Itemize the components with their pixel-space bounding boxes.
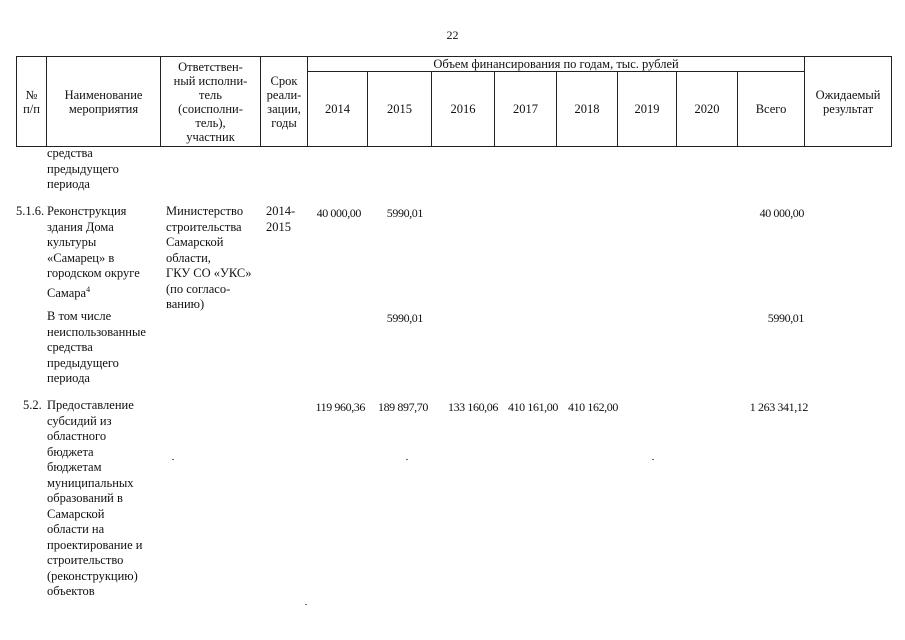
header-term: Срок реали- зации, годы (261, 57, 308, 147)
row-516-2015: 5990,01 (386, 206, 423, 220)
row-516-sub-2015: 5990,01 (386, 311, 423, 325)
table-header (16, 56, 892, 147)
row-52-2017: 410 161,00 (507, 400, 558, 414)
header-responsible: Ответствен- ный исполни- тель (соисполни- тель), участник (161, 57, 261, 147)
row-52-2016: 133 160,06 (447, 400, 498, 414)
row-516-num: 5.1.6. (16, 204, 45, 218)
row-516-2014: 40 000,00 (316, 206, 361, 220)
row-516-responsible: Министерство строительства Самарской области, ГКУ СО «УКС» (по согласо- ванию) (166, 204, 252, 311)
row-516-sub-total: 5990,01 (767, 311, 804, 325)
row-516-term: 2014- 2015 (266, 204, 296, 234)
header-year-2018: 2018 (557, 72, 618, 147)
scan-speck (652, 459, 654, 460)
scan-speck (305, 604, 307, 605)
header-result: Ожидаемый результат (805, 57, 892, 147)
carryover-name: средства предыдущего периода (47, 146, 119, 191)
row-52-2014: 119 960,36 (315, 400, 365, 414)
row-52-num: 5.2. (23, 398, 42, 412)
header-name: Наименование мероприятия (47, 57, 161, 147)
header-num: № п/п (17, 57, 47, 147)
header-year-2016: 2016 (432, 72, 495, 147)
header-funding-group: Объем финансирования по годам, тыс. рублей (308, 57, 805, 72)
row-516-name: Реконструкция здания Дома культуры «Самарец» в городском округе Самара$^4$ (47, 204, 140, 300)
footnote-mark: 4 (86, 284, 91, 294)
header-total: Всего (738, 72, 805, 147)
row-516-total: 40 000,00 (759, 206, 804, 220)
row-52-total: 1 263 341,12 (749, 400, 808, 414)
header-year-2019: 2019 (618, 72, 677, 147)
page-number: 22 (446, 28, 459, 42)
row-52-2015: 189 897,70 (377, 400, 428, 414)
row-516-sub-name: В том числе неиспользованные средства предыдущего периода (47, 309, 146, 385)
scan-speck (406, 459, 408, 460)
header-year-2015: 2015 (368, 72, 432, 147)
row-52-2018: 410 162,00 (567, 400, 618, 414)
row-52-name: Предоставление субсидий из областного бюджета бюджетам муниципальных образований в Самарской области на проектирование и строительство (реконструкцию) объектов (47, 398, 143, 598)
scan-speck (172, 459, 174, 460)
header-year-2020: 2020 (677, 72, 738, 147)
header-year-2014: 2014 (308, 72, 368, 147)
header-year-2017: 2017 (495, 72, 557, 147)
